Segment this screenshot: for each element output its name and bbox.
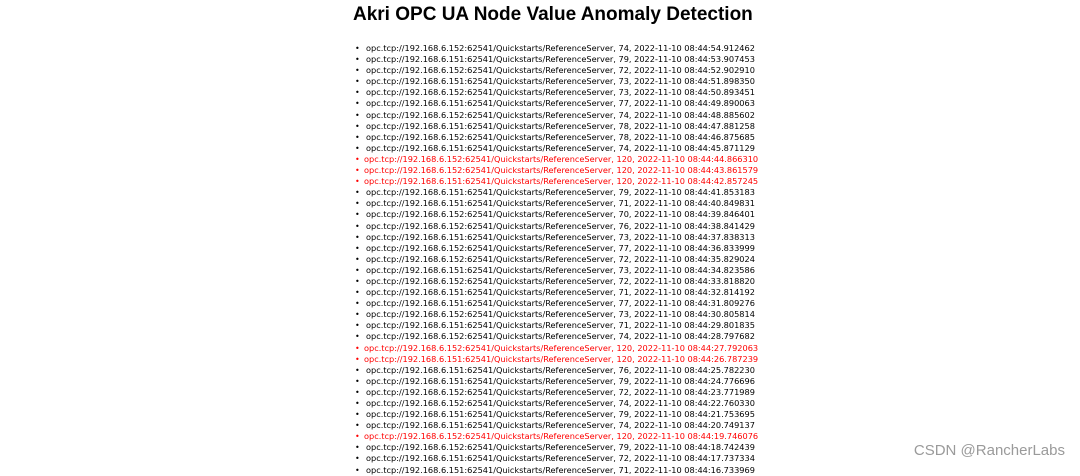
reading-text: opc.tcp://192.168.6.152:62541/Quickstarts/ReferenceServer, 77, 2022-11-10 08:44:36.833999 xyxy=(366,242,755,253)
bullet-icon: • xyxy=(355,410,360,420)
bullet-icon: • xyxy=(355,310,360,320)
reading-text: opc.tcp://192.168.6.152:62541/Quickstarts/ReferenceServer, 78, 2022-11-10 08:44:46.875685 xyxy=(366,131,755,142)
bullet-icon: • xyxy=(355,88,360,98)
bullet-icon: • xyxy=(355,177,360,187)
reading-list xyxy=(355,43,886,476)
bullet-icon: • xyxy=(355,254,360,264)
reading-text: opc.tcp://192.168.6.151:62541/Quickstarts/ReferenceServer, 73, 2022-11-10 08:44:51.898350 xyxy=(366,76,755,87)
reading-item xyxy=(355,220,886,232)
reading-item-anomaly xyxy=(355,165,886,176)
bullet-icon: • xyxy=(355,66,360,76)
reading-item xyxy=(355,264,886,276)
reading-text: opc.tcp://192.168.6.151:62541/Quickstarts/ReferenceServer, 71, 2022-11-10 08:44:16.733969 xyxy=(366,464,755,475)
bullet-icon: • xyxy=(355,232,360,242)
reading-text: opc.tcp://192.168.6.151:62541/Quickstarts/ReferenceServer, 79, 2022-11-10 08:44:41.853183 xyxy=(366,187,755,198)
bullet-icon: • xyxy=(355,121,360,131)
reading-text: opc.tcp://192.168.6.152:62541/Quickstarts/ReferenceServer, 74, 2022-11-10 08:44:54.912462 xyxy=(366,43,755,53)
reading-item xyxy=(355,242,886,254)
reading-text: opc.tcp://192.168.6.151:62541/Quickstarts/ReferenceServer, 79, 2022-11-10 08:44:24.776696 xyxy=(366,375,755,386)
reading-item xyxy=(355,386,886,398)
reading-item xyxy=(355,209,886,220)
bullet-icon: • xyxy=(355,210,360,220)
reading-item-anomaly xyxy=(355,153,886,165)
reading-item xyxy=(355,298,886,309)
reading-text: opc.tcp://192.168.6.151:62541/Quickstarts/ReferenceServer, 78, 2022-11-10 08:44:47.881258 xyxy=(366,120,755,131)
bullet-icon: • xyxy=(355,365,360,375)
reading-item xyxy=(355,453,886,464)
reading-text: opc.tcp://192.168.6.152:62541/Quickstarts/ReferenceServer, 74, 2022-11-10 08:44:28.797682 xyxy=(366,331,755,342)
reading-text: opc.tcp://192.168.6.152:62541/Quickstarts/ReferenceServer, 72, 2022-11-10 08:44:33.818820 xyxy=(366,275,755,286)
reading-text: opc.tcp://192.168.6.152:62541/Quickstarts/ReferenceServer, 70, 2022-11-10 08:44:39.846401 xyxy=(366,209,755,220)
reading-text: opc.tcp://192.168.6.152:62541/Quickstarts/ReferenceServer, 120, 2022-11-10 08:44:19.746076 xyxy=(364,431,759,442)
reading-text: opc.tcp://192.168.6.151:62541/Quickstarts/ReferenceServer, 74, 2022-11-10 08:44:45.871129 xyxy=(366,142,755,153)
reading-item xyxy=(355,109,886,121)
bullet-icon: • xyxy=(355,221,360,231)
reading-item xyxy=(355,442,886,453)
bullet-icon: • xyxy=(355,143,360,153)
reading-text: opc.tcp://192.168.6.152:62541/Quickstarts/ReferenceServer, 72, 2022-11-10 08:44:23.771989 xyxy=(366,386,755,397)
reading-text: opc.tcp://192.168.6.151:62541/Quickstarts/ReferenceServer, 79, 2022-11-10 08:44:53.907453 xyxy=(366,54,755,65)
bullet-icon: • xyxy=(355,454,360,464)
reading-item xyxy=(355,120,886,132)
bullet-icon: • xyxy=(355,443,360,453)
reading-item xyxy=(355,231,886,243)
reading-text: opc.tcp://192.168.6.151:62541/Quickstarts/ReferenceServer, 120, 2022-11-10 08:44:42.857245 xyxy=(364,176,759,187)
reading-item xyxy=(355,65,886,76)
bullet-icon: • xyxy=(355,354,360,364)
reading-text: opc.tcp://192.168.6.152:62541/Quickstarts/ReferenceServer, 72, 2022-11-10 08:44:35.829024 xyxy=(366,253,755,264)
bullet-icon: • xyxy=(355,421,360,431)
bullet-icon: • xyxy=(355,188,360,198)
reading-item xyxy=(355,187,886,198)
bullet-icon: • xyxy=(355,110,360,120)
reading-item xyxy=(355,309,886,320)
reading-item xyxy=(355,375,886,387)
bullet-icon: • xyxy=(355,77,360,87)
bullet-icon: • xyxy=(355,399,360,408)
reading-text: opc.tcp://192.168.6.152:62541/Quickstarts/ReferenceServer, 74, 2022-11-10 08:44:22.760330 xyxy=(366,398,755,408)
reading-text: opc.tcp://192.168.6.152:62541/Quickstarts/ReferenceServer, 73, 2022-11-10 08:44:30.805814 xyxy=(366,309,755,320)
bullet-icon: • xyxy=(355,376,360,386)
reading-text: opc.tcp://192.168.6.152:62541/Quickstarts/ReferenceServer, 120, 2022-11-10 08:44:43.861579 xyxy=(364,165,759,176)
reading-text: opc.tcp://192.168.6.151:62541/Quickstarts/ReferenceServer, 71, 2022-11-10 08:44:32.814192 xyxy=(366,287,755,298)
reading-item xyxy=(355,275,886,287)
reading-item xyxy=(355,287,886,298)
bullet-icon: • xyxy=(355,154,360,164)
reading-item-anomaly xyxy=(355,176,886,187)
reading-text: opc.tcp://192.168.6.152:62541/Quickstarts/ReferenceServer, 76, 2022-11-10 08:44:38.841429 xyxy=(366,220,755,231)
reading-text: opc.tcp://192.168.6.152:62541/Quickstarts/ReferenceServer, 72, 2022-11-10 08:44:52.902910 xyxy=(366,65,755,76)
reading-item xyxy=(355,331,886,342)
reading-item xyxy=(355,198,886,209)
bullet-icon: • xyxy=(355,276,360,286)
reading-text: opc.tcp://192.168.6.151:62541/Quickstarts/ReferenceServer, 74, 2022-11-10 08:44:20.749137 xyxy=(366,420,755,431)
reading-item xyxy=(355,253,886,265)
reading-text: opc.tcp://192.168.6.152:62541/Quickstarts/ReferenceServer, 74, 2022-11-10 08:44:48.885602 xyxy=(366,109,755,120)
bullet-icon: • xyxy=(355,465,360,475)
bullet-icon: • xyxy=(355,243,360,253)
bullet-icon: • xyxy=(355,288,360,298)
reading-text: opc.tcp://192.168.6.151:62541/Quickstarts/ReferenceServer, 77, 2022-11-10 08:44:49.890063 xyxy=(366,98,755,109)
reading-text: opc.tcp://192.168.6.152:62541/Quickstarts/ReferenceServer, 120, 2022-11-10 08:44:27.792063 xyxy=(364,342,759,353)
reading-item-anomaly xyxy=(355,353,886,365)
reading-item xyxy=(355,54,886,65)
reading-item xyxy=(355,43,886,54)
bullet-icon: • xyxy=(355,132,360,142)
reading-text: opc.tcp://192.168.6.151:62541/Quickstarts/ReferenceServer, 71, 2022-11-10 08:44:40.849831 xyxy=(366,198,755,209)
bullet-icon: • xyxy=(355,343,360,353)
watermark: CSDN @RancherLabs xyxy=(913,442,1065,459)
bullet-icon: • xyxy=(355,332,360,342)
reading-item xyxy=(355,398,886,409)
reading-text: opc.tcp://192.168.6.151:62541/Quickstarts/ReferenceServer, 79, 2022-11-10 08:44:21.753695 xyxy=(366,409,755,420)
reading-item xyxy=(355,364,886,376)
reading-item xyxy=(355,142,886,154)
reading-text: opc.tcp://192.168.6.152:62541/Quickstarts/ReferenceServer, 73, 2022-11-10 08:44:50.893451 xyxy=(366,87,755,98)
reading-item xyxy=(355,420,886,431)
reading-item xyxy=(355,464,886,476)
reading-item-anomaly xyxy=(355,431,886,442)
bullet-icon: • xyxy=(355,321,360,331)
reading-item xyxy=(355,131,886,143)
reading-item-anomaly xyxy=(355,342,886,354)
reading-text: opc.tcp://192.168.6.151:62541/Quickstarts/ReferenceServer, 76, 2022-11-10 08:44:25.782230 xyxy=(366,364,755,375)
reading-text: opc.tcp://192.168.6.152:62541/Quickstarts/ReferenceServer, 79, 2022-11-10 08:44:18.742439 xyxy=(366,442,755,453)
reading-item xyxy=(355,409,886,420)
bullet-icon: • xyxy=(355,432,360,442)
reading-text: opc.tcp://192.168.6.151:62541/Quickstarts/ReferenceServer, 73, 2022-11-10 08:44:34.823586 xyxy=(366,264,755,275)
bullet-icon: • xyxy=(355,199,360,209)
reading-item xyxy=(355,320,886,331)
bullet-icon: • xyxy=(355,99,360,109)
bullet-icon: • xyxy=(355,299,360,309)
reading-item xyxy=(355,98,886,109)
reading-text: opc.tcp://192.168.6.152:62541/Quickstarts/ReferenceServer, 120, 2022-11-10 08:44:44.866310 xyxy=(364,153,759,164)
bullet-icon: • xyxy=(355,44,360,53)
bullet-icon: • xyxy=(355,166,360,176)
page-title: Akri OPC UA Node Value Anomaly Detection xyxy=(353,4,753,25)
reading-text: opc.tcp://192.168.6.151:62541/Quickstarts/ReferenceServer, 77, 2022-11-10 08:44:31.809276 xyxy=(366,298,755,309)
reading-item xyxy=(355,76,886,87)
bullet-icon: • xyxy=(355,265,360,275)
reading-item xyxy=(355,87,886,98)
bullet-icon: • xyxy=(355,387,360,397)
reading-text: opc.tcp://192.168.6.151:62541/Quickstarts/ReferenceServer, 120, 2022-11-10 08:44:26.787239 xyxy=(364,353,759,364)
reading-text: opc.tcp://192.168.6.151:62541/Quickstarts/ReferenceServer, 72, 2022-11-10 08:44:17.737334 xyxy=(366,453,755,464)
bullet-icon: • xyxy=(355,55,360,65)
reading-text: opc.tcp://192.168.6.151:62541/Quickstarts/ReferenceServer, 71, 2022-11-10 08:44:29.801835 xyxy=(366,320,755,331)
reading-text: opc.tcp://192.168.6.151:62541/Quickstarts/ReferenceServer, 73, 2022-11-10 08:44:37.838313 xyxy=(366,231,755,242)
